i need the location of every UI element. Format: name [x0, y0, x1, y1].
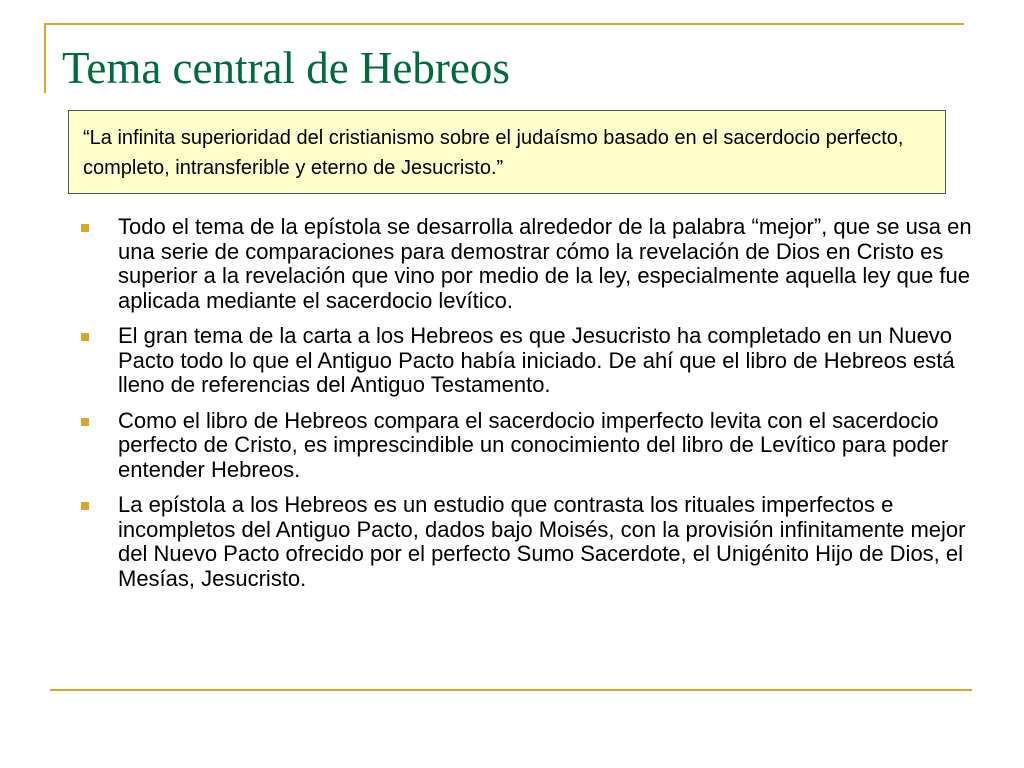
square-bullet-icon [81, 418, 89, 426]
bullet-list [76, 215, 976, 602]
square-bullet-icon [81, 502, 89, 510]
quote-box: “La infinita superioridad del cristianismo sobre el judaísmo basado en el sacerdocio perfecto, completo, intransferible y eterno de Jesucristo.” [68, 110, 946, 194]
bullet-text: La epístola a los Hebreos es un estudio que contrasta los rituales imperfectos e incompletos del Antiguo Pacto, dados bajo Moisés, con la provisión infinitamente mejor del Nuevo Pacto ofrecido por el perfecto Sumo Sacerdote, el Unigénito Hijo de Dios, el Mesías, Jesucristo. [118, 492, 966, 591]
square-bullet-icon [81, 224, 89, 232]
bullet-text: Como el libro de Hebreos compara el sacerdocio imperfecto levita con el sacerdocio perfecto de Cristo, es imprescindible un conocimiento del libro de Levítico para poder entender Hebreos. [118, 407, 949, 482]
bullet-text: El gran tema de la carta a los Hebreos es que Jesucristo ha completado en un Nuevo Pacto todo lo que el Antiguo Pacto había iniciado. De ahí que el libro de Hebreos está lleno de referencias del Antiguo Testamento. [118, 323, 955, 397]
slide-title: Tema central de Hebreos [62, 43, 510, 93]
bullet-item [76, 493, 976, 591]
bullet-item [76, 409, 976, 483]
bullet-item [76, 324, 976, 398]
bullet-item [76, 215, 976, 313]
bottom-divider-line [50, 689, 972, 691]
top-frame-line [44, 23, 964, 25]
bullet-text: Todo el tema de la epístola se desarrolla alrededor de la palabra “mejor”, que se usa en una serie de comparaciones para demostrar cómo la revelación de Dios en Cristo es superior a la revelación que vino por medio de la ley, especialmente aquella ley que fue aplicada mediante el sacerdocio levítico. [118, 214, 972, 313]
left-frame-line [44, 23, 46, 93]
square-bullet-icon [81, 333, 89, 341]
